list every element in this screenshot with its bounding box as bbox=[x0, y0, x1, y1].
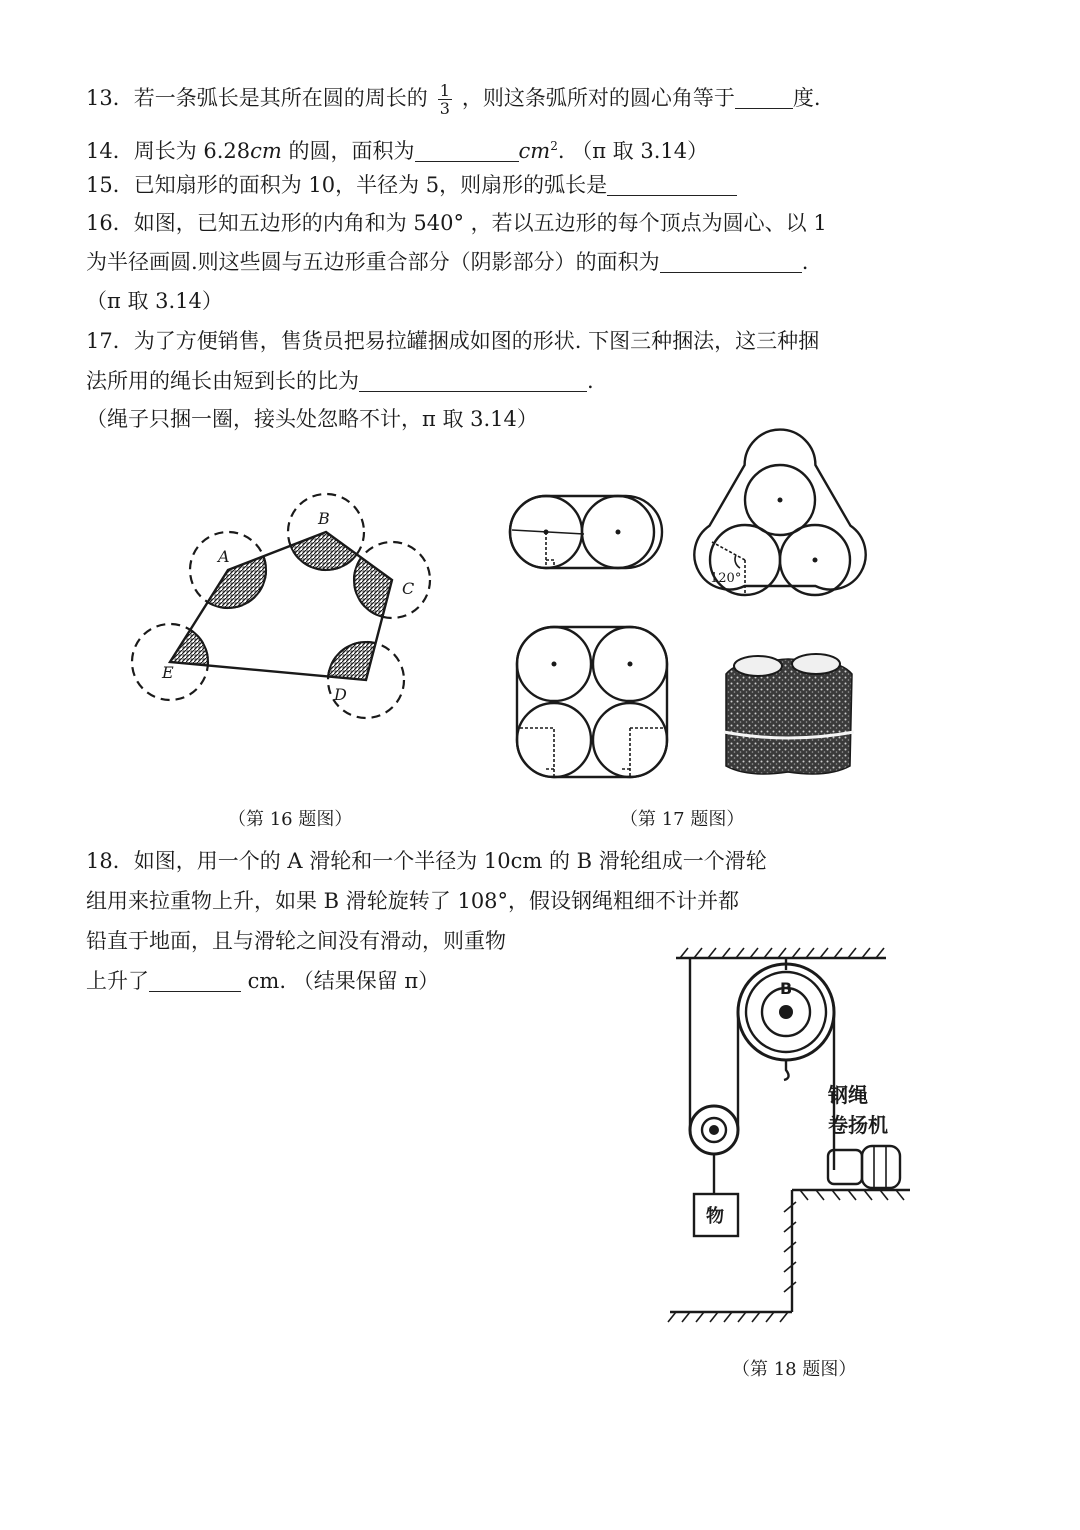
fig16-caption: （第 16 题图） bbox=[228, 809, 353, 830]
question-18-line3 bbox=[86, 926, 506, 956]
label-c: C bbox=[402, 579, 415, 598]
q14-text-before: 14．周长为 6.28 bbox=[86, 139, 251, 163]
ledge-hatch bbox=[784, 1190, 904, 1292]
can-top-1 bbox=[734, 656, 782, 676]
question-17-line2 bbox=[86, 366, 594, 396]
q16-line2-tail: . bbox=[801, 250, 809, 274]
q18-line3: 铅直于地面，且与滑轮之间没有滑动，则重物 bbox=[86, 929, 506, 953]
pulley-a-hub bbox=[709, 1125, 719, 1135]
question-18-line4 bbox=[86, 966, 439, 996]
label-a: A bbox=[218, 547, 230, 566]
q14-text-tail: . （π 取 3.14） bbox=[557, 139, 709, 163]
cans-body bbox=[726, 659, 852, 774]
question-16-line2 bbox=[86, 247, 808, 277]
q16-answer-blank[interactable] bbox=[660, 250, 802, 273]
figure-18 bbox=[666, 940, 916, 1320]
q16-line3: （π 取 3.14） bbox=[86, 289, 223, 313]
question-18-line2 bbox=[86, 886, 739, 916]
q17-line3: （绳子只捆一圈，接头处忽略不计，π 取 3.14） bbox=[86, 407, 538, 431]
label-b: B bbox=[318, 509, 330, 528]
rope-outline bbox=[510, 496, 662, 568]
figure-16 bbox=[130, 490, 450, 750]
q18-answer-blank[interactable] bbox=[149, 969, 241, 992]
center-dot-tr bbox=[628, 662, 633, 667]
q18-line4-after: cm. （结果保留 π） bbox=[241, 969, 440, 993]
q14-unit-cm: cm bbox=[250, 139, 282, 163]
figure-17-two-cans bbox=[506, 488, 666, 578]
q15-text: 15．已知扇形的面积为 10，半径为 5，则扇形的弧长是 bbox=[86, 173, 608, 197]
can-top-2 bbox=[792, 654, 840, 674]
q14-unit-area: cm bbox=[518, 139, 551, 163]
q17-line2-tail: . bbox=[587, 369, 594, 393]
question-16-line3 bbox=[86, 286, 223, 316]
q17-answer-blank[interactable] bbox=[359, 369, 587, 392]
center-dot-right bbox=[616, 530, 621, 535]
weight-label: 物 bbox=[706, 1206, 724, 1227]
q14-text-mid: 的圆，面积为 bbox=[281, 139, 415, 163]
right-angle-mark-left bbox=[520, 728, 554, 777]
angle-label: 120° bbox=[710, 571, 742, 586]
question-16-line1 bbox=[86, 208, 827, 238]
ground-hatch bbox=[668, 1312, 788, 1322]
right-angle-mark-right bbox=[622, 728, 664, 777]
question-15 bbox=[86, 170, 737, 200]
q13-frac-num: 1 bbox=[439, 81, 450, 100]
q13-text-before: 13．若一条弧长是其所在圆的周长的 bbox=[86, 86, 428, 110]
q15-answer-blank[interactable] bbox=[607, 173, 737, 196]
figure-17-photo-cans bbox=[718, 640, 858, 780]
rope-label: 钢绳 bbox=[828, 1083, 868, 1107]
rope-outline bbox=[517, 627, 667, 777]
fig18-caption: （第 18 题图） bbox=[732, 1359, 857, 1380]
center-dot-bottom-right bbox=[813, 558, 818, 563]
q17-line2: 法所用的绳长由短到长的比为 bbox=[86, 369, 359, 393]
question-18-line1 bbox=[86, 846, 767, 876]
winch-label: 卷扬机 bbox=[828, 1113, 888, 1137]
q18-line2: 组用来拉重物上升，如果 B 滑轮旋转了 108°，假设钢绳粗细不计并都 bbox=[86, 889, 740, 913]
q13-frac-den: 3 bbox=[439, 99, 450, 118]
right-angle-mark bbox=[546, 532, 554, 568]
pulley-b-hook bbox=[784, 1060, 789, 1080]
figure-17-three-cans bbox=[700, 460, 860, 610]
q13-text-tail: 度. bbox=[792, 86, 821, 110]
question-14 bbox=[86, 131, 708, 166]
pulley-b-label: B bbox=[780, 979, 793, 998]
question-13 bbox=[86, 82, 821, 117]
pulley-b-hub bbox=[779, 1005, 793, 1019]
label-d: D bbox=[334, 685, 347, 704]
q17-line1: 17．为了方便销售，售货员把易拉罐捆成如图的形状. 下图三种捆法，这三种捆 bbox=[86, 329, 820, 353]
q16-line2: 为半径画圆.则这些圆与五边形重合部分（阴影部分）的面积为 bbox=[86, 250, 660, 274]
question-17-line1 bbox=[86, 326, 819, 356]
q14-unit-sup: 2 bbox=[550, 139, 558, 153]
center-dot-top bbox=[778, 498, 783, 503]
q18-line1: 18．如图，用一个的 A 滑轮和一个半径为 10cm 的 B 滑轮组成一个滑轮 bbox=[86, 849, 767, 873]
q13-answer-blank[interactable] bbox=[735, 86, 793, 109]
q13-fraction bbox=[438, 82, 452, 117]
q18-line4-before: 上升了 bbox=[86, 969, 149, 993]
q14-answer-blank[interactable] bbox=[415, 139, 519, 162]
center-dot-tl bbox=[552, 662, 557, 667]
label-e: E bbox=[162, 663, 174, 682]
question-17-line3 bbox=[86, 404, 538, 434]
figure-17-four-cans bbox=[512, 622, 672, 782]
fig17-caption: （第 17 题图） bbox=[620, 809, 745, 830]
ceiling-hatch bbox=[680, 948, 884, 958]
winch-motor bbox=[862, 1146, 900, 1188]
q16-line1: 16．如图，已知五边形的内角和为 540° ，若以五边形的每个顶点为圆心、以 1 bbox=[86, 211, 827, 235]
q13-text-after: ，则这条弧所对的圆心角等于 bbox=[461, 86, 735, 110]
